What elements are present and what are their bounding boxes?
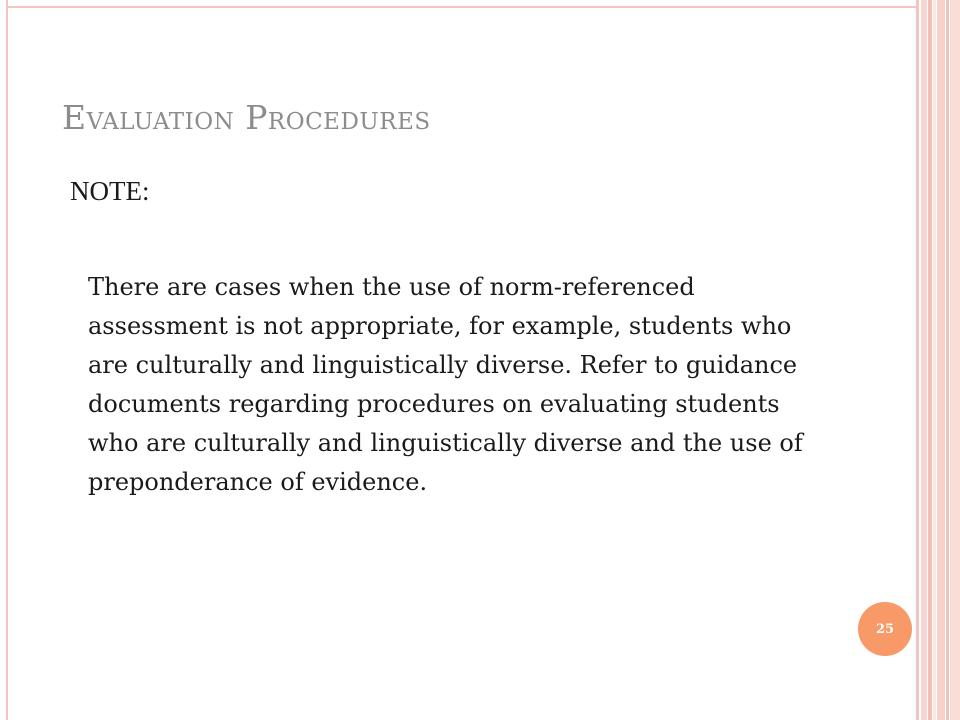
decorative-stripe [928, 0, 932, 720]
note-body-text: There are cases when the use of norm-referenced assessment is not appropriate, for example, students who are culturally and linguistically diverse. Refer to guidance documents regarding procedures on evaluating students who are culturally and linguistically diverse and the use of preponderance of evidence. [88, 273, 803, 496]
frame-left-border [6, 0, 8, 720]
decorative-stripe [937, 0, 945, 720]
decorative-stripe [933, 0, 936, 720]
note-label: NOTE: [70, 176, 150, 206]
page-number-badge: 25 [858, 602, 912, 656]
frame-top-border [6, 6, 918, 8]
decorative-stripe [921, 0, 927, 720]
decorative-stripe [946, 0, 949, 720]
frame-right-border [916, 0, 919, 720]
decorative-stripe [950, 0, 960, 720]
slide-title: Evaluation Procedures [62, 98, 431, 137]
